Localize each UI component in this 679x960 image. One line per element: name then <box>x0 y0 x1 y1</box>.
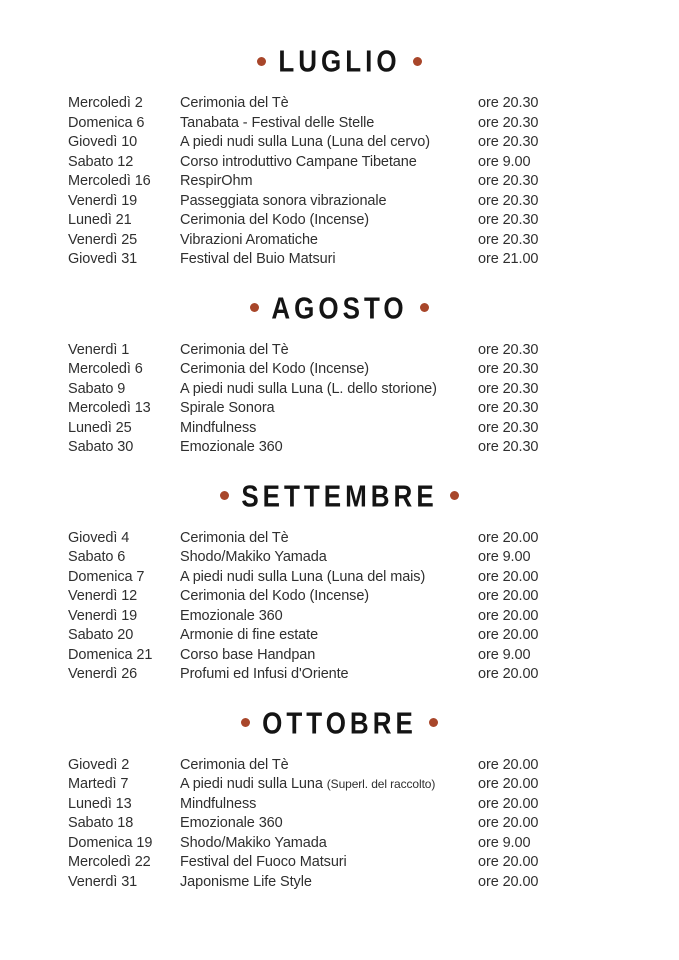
row-event: Mindfulness <box>180 795 257 812</box>
row-event: Armonie di fine estate <box>180 627 319 643</box>
row-day: Lunedì 21 <box>68 212 132 228</box>
row-event: Shodo/Makiko Yamada <box>180 549 327 565</box>
event-row <box>0 529 679 549</box>
month-title: LUGLIO <box>278 43 401 79</box>
event-row <box>0 360 679 380</box>
row-day: Venerdì 25 <box>68 231 138 248</box>
row-day: Venerdì 1 <box>68 341 130 358</box>
row-day: Mercoledì 16 <box>68 173 151 189</box>
row-event: Tanabata - Festival delle Stelle <box>180 114 375 131</box>
row-time: ore 20.00 <box>478 666 539 682</box>
row-event-cell <box>180 399 478 419</box>
row-day: Sabato 9 <box>68 380 126 397</box>
row-day: Mercoledì 6 <box>68 361 143 377</box>
row-day: Venerdì 12 <box>68 588 138 604</box>
row-day: Lunedì 13 <box>68 795 132 812</box>
row-day: Sabato 12 <box>68 153 134 170</box>
event-row <box>0 133 679 153</box>
row-event-cell <box>180 853 478 873</box>
row-day: Mercoledì 13 <box>68 400 151 416</box>
row-event: Cerimonia del Kodo (Incense) <box>180 361 370 377</box>
row-day: Venerdì 19 <box>68 607 138 624</box>
row-event: A piedi nudi sulla Luna (Luna del cervo) <box>180 134 430 150</box>
row-day: Sabato 6 <box>68 549 126 565</box>
row-time: ore 20.30 <box>478 95 539 111</box>
row-event-cell <box>180 192 478 212</box>
row-event-cell <box>180 795 478 815</box>
month-title: OTTOBRE <box>262 704 417 741</box>
event-row <box>0 814 679 834</box>
row-event: A piedi nudi sulla Luna (L. dello storione) <box>180 380 437 397</box>
row-event-cell <box>180 646 478 666</box>
row-event-cell <box>180 438 478 458</box>
event-row <box>0 626 679 646</box>
row-event: RespirOhm <box>180 173 253 189</box>
row-time: ore 20.30 <box>478 114 539 131</box>
event-row <box>0 94 679 114</box>
row-day: Giovedì 10 <box>68 134 138 150</box>
row-time: ore 20.00 <box>478 795 539 812</box>
month-rows <box>0 529 679 685</box>
accent-dot-left-icon <box>257 57 266 66</box>
row-time: ore 20.30 <box>478 231 539 248</box>
row-event-cell <box>180 211 478 231</box>
row-time: ore 20.00 <box>478 627 539 643</box>
event-row <box>0 438 679 458</box>
row-event-cell <box>180 133 478 153</box>
row-time: ore 20.30 <box>478 341 539 358</box>
row-event: Cerimonia del Tè <box>180 529 289 546</box>
row-event-cell <box>180 153 478 173</box>
row-event: Cerimonia del Tè <box>180 341 289 358</box>
row-time: ore 20.00 <box>478 873 539 890</box>
row-day: Mercoledì 22 <box>68 854 151 870</box>
month-section <box>0 44 679 270</box>
row-time: ore 20.30 <box>478 173 539 189</box>
row-time: ore 21.00 <box>478 251 539 267</box>
row-time: ore 9.00 <box>478 834 531 851</box>
row-day: Domenica 6 <box>68 114 145 131</box>
accent-dot-right-icon <box>420 303 429 312</box>
month-header <box>0 706 679 740</box>
row-day: Venerdì 26 <box>68 666 138 682</box>
row-day: Mercoledì 2 <box>68 95 143 111</box>
event-row <box>0 153 679 173</box>
row-day: Sabato 20 <box>68 627 134 643</box>
month-section <box>0 706 679 893</box>
row-event: Corso introduttivo Campane Tibetane <box>180 153 417 170</box>
row-day: Martedì 7 <box>68 776 129 792</box>
row-day: Domenica 21 <box>68 646 153 663</box>
row-event-cell <box>180 114 478 134</box>
row-time: ore 20.00 <box>478 588 539 604</box>
row-event: Spirale Sonora <box>180 400 275 416</box>
row-event: Vibrazioni Aromatiche <box>180 231 318 248</box>
row-time: ore 20.00 <box>478 529 539 546</box>
row-event: Cerimonia del Kodo (Incense) <box>180 588 370 604</box>
row-day: Giovedì 31 <box>68 251 138 267</box>
row-event: Profumi ed Infusi d'Oriente <box>180 666 349 682</box>
row-day: Lunedì 25 <box>68 419 132 436</box>
row-day: Giovedì 2 <box>68 756 130 773</box>
event-row <box>0 646 679 666</box>
row-time: ore 20.30 <box>478 212 539 228</box>
row-event-cell <box>180 250 478 270</box>
event-row <box>0 419 679 439</box>
month-section <box>0 479 679 685</box>
row-event-cell <box>180 626 478 646</box>
row-day: Sabato 30 <box>68 439 134 455</box>
accent-dot-left-icon <box>241 718 250 727</box>
accent-dot-right-icon <box>413 57 422 66</box>
event-row <box>0 834 679 854</box>
row-day: Domenica 19 <box>68 834 153 851</box>
row-time: ore 20.00 <box>478 568 539 585</box>
row-time: ore 20.30 <box>478 192 539 209</box>
event-row <box>0 587 679 607</box>
event-row <box>0 775 679 795</box>
row-event: Passeggiata sonora vibrazionale <box>180 192 387 209</box>
row-time: ore 20.00 <box>478 815 539 831</box>
event-row <box>0 795 679 815</box>
row-time: ore 9.00 <box>478 153 531 170</box>
row-event-cell <box>180 172 478 192</box>
row-time: ore 20.00 <box>478 854 539 870</box>
row-event: Mindfulness <box>180 419 257 436</box>
event-row <box>0 665 679 685</box>
event-row <box>0 172 679 192</box>
row-event-cell <box>180 231 478 251</box>
event-row <box>0 380 679 400</box>
schedule <box>0 44 679 892</box>
row-day: Giovedì 4 <box>68 529 130 546</box>
event-row <box>0 853 679 873</box>
row-event-cell <box>180 360 478 380</box>
row-event-cell <box>180 607 478 627</box>
row-time: ore 9.00 <box>478 549 531 565</box>
month-title: AGOSTO <box>271 289 408 326</box>
row-event-cell <box>180 548 478 568</box>
row-event-cell <box>180 834 478 854</box>
row-time: ore 9.00 <box>478 646 531 663</box>
row-time: ore 20.30 <box>478 134 539 150</box>
row-event: Emozionale 360 <box>180 607 283 624</box>
row-event-cell <box>180 665 478 685</box>
month-rows <box>0 341 679 458</box>
row-time: ore 20.30 <box>478 419 539 436</box>
row-day: Sabato 18 <box>68 815 134 831</box>
row-event-cell <box>180 529 478 549</box>
row-event: Shodo/Makiko Yamada <box>180 834 327 851</box>
accent-dot-left-icon <box>220 491 229 500</box>
event-row <box>0 231 679 251</box>
row-event: A piedi nudi sulla Luna <box>180 776 323 792</box>
event-row <box>0 250 679 270</box>
row-day: Venerdì 19 <box>68 192 138 209</box>
month-header <box>0 291 679 325</box>
row-time: ore 20.30 <box>478 361 539 377</box>
event-row <box>0 114 679 134</box>
month-title: SETTEMBRE <box>241 477 438 514</box>
event-row <box>0 192 679 212</box>
row-event-cell <box>180 419 478 439</box>
row-event-cell <box>180 341 478 361</box>
month-header <box>0 479 679 513</box>
row-event: Emozionale 360 <box>180 815 283 831</box>
accent-dot-right-icon <box>429 718 438 727</box>
event-row <box>0 548 679 568</box>
row-event-cell <box>180 380 478 400</box>
row-time: ore 20.00 <box>478 776 539 792</box>
row-event-cell <box>180 775 478 795</box>
row-event: Japonisme Life Style <box>180 873 312 890</box>
row-time: ore 20.30 <box>478 400 539 416</box>
month-header <box>0 44 679 78</box>
month-section <box>0 291 679 458</box>
row-event: Emozionale 360 <box>180 439 283 455</box>
event-row <box>0 399 679 419</box>
event-row <box>0 873 679 893</box>
event-row <box>0 211 679 231</box>
month-rows <box>0 94 679 270</box>
row-event-cell <box>180 873 478 893</box>
month-rows <box>0 756 679 893</box>
row-event-cell <box>180 756 478 776</box>
row-event: Festival del Fuoco Matsuri <box>180 854 347 870</box>
row-event: Corso base Handpan <box>180 646 316 663</box>
row-day: Domenica 7 <box>68 568 145 585</box>
row-event: Cerimonia del Kodo (Incense) <box>180 212 370 228</box>
row-day: Venerdì 31 <box>68 873 138 890</box>
event-row <box>0 341 679 361</box>
row-time: ore 20.00 <box>478 607 539 624</box>
row-event-note: (Superl. del raccolto) <box>326 777 436 791</box>
row-time: ore 20.30 <box>478 439 539 455</box>
row-event: Cerimonia del Tè <box>180 756 289 773</box>
row-event: Festival del Buio Matsuri <box>180 251 336 267</box>
row-event-cell <box>180 94 478 114</box>
row-time: ore 20.00 <box>478 756 539 773</box>
row-event: Cerimonia del Tè <box>180 95 289 111</box>
event-row <box>0 568 679 588</box>
row-event-cell <box>180 814 478 834</box>
event-row <box>0 756 679 776</box>
accent-dot-left-icon <box>250 303 259 312</box>
event-row <box>0 607 679 627</box>
row-time: ore 20.30 <box>478 380 539 397</box>
row-event: A piedi nudi sulla Luna (Luna del mais) <box>180 568 426 585</box>
row-event-cell <box>180 568 478 588</box>
row-event-cell <box>180 587 478 607</box>
accent-dot-right-icon <box>450 491 459 500</box>
